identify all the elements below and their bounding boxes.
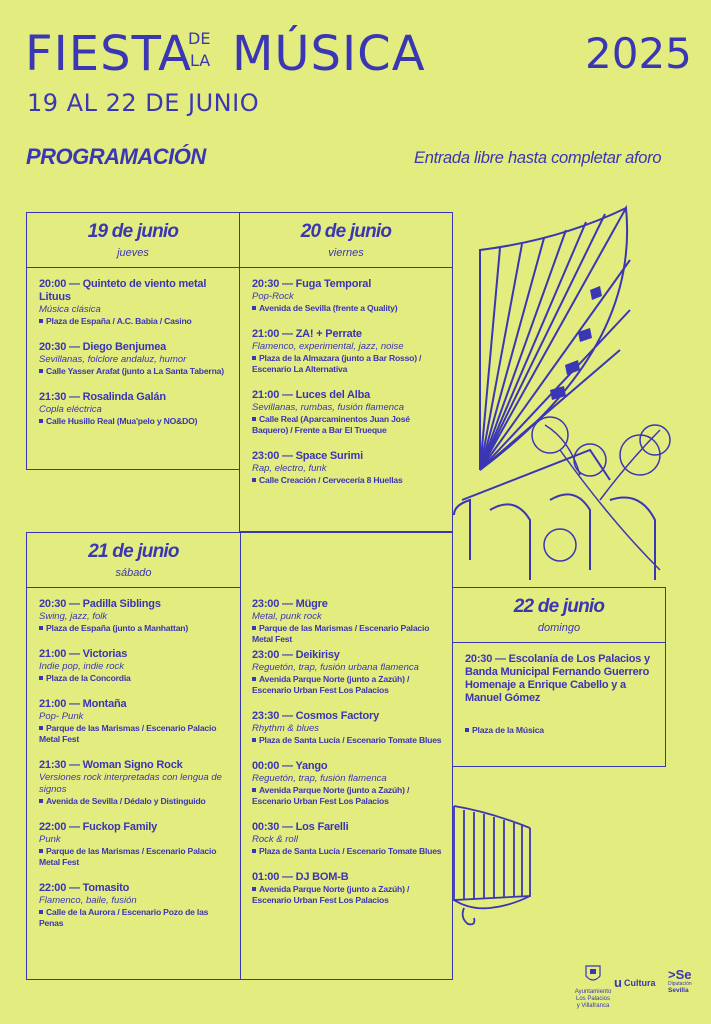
event-venue: Calle Yasser Arafat (junto a La Santa Taberna) xyxy=(39,366,231,377)
day-header xyxy=(240,213,452,268)
day-header xyxy=(453,588,665,643)
day-box-22 xyxy=(452,587,666,767)
bullet-square-icon xyxy=(39,319,43,323)
day-header xyxy=(27,213,239,268)
bullet-square-icon xyxy=(252,738,256,742)
event-item xyxy=(39,882,233,929)
event-venue: Parque de las Marismas / Escenario Palacio Metal Fest xyxy=(39,846,217,867)
event-genre: Pop- Punk xyxy=(39,711,84,722)
events-column-left xyxy=(27,588,241,943)
event-title: 23:00 — Mügre xyxy=(252,598,328,610)
event-venue: Calle Creación / Cervecería 8 Huellas xyxy=(252,475,444,486)
day-box-20 xyxy=(239,212,453,532)
day-box-21 xyxy=(26,532,453,980)
se-logo-icon: >Se xyxy=(668,967,692,982)
event-item xyxy=(252,649,446,696)
event-genre: Versiones rock interpretadas con lengua de signos xyxy=(39,772,222,795)
bullet-square-icon xyxy=(39,910,43,914)
event-genre: Sevillanas, folclore andaluz, humor xyxy=(39,354,187,365)
event-title: 20:30 — Fuga Temporal xyxy=(252,278,372,290)
bullet-square-icon xyxy=(252,788,256,792)
event-title: 23:00 — Space Surimi xyxy=(252,450,363,462)
event-venue: Avenida Parque Norte (junto a Zazúh) / Escenario Urban Fest Los Palacios xyxy=(252,884,410,905)
event-item xyxy=(39,278,231,327)
event-genre: Sevillanas, rumbas, fusión flamenca xyxy=(252,402,405,413)
event-venue: Plaza de España / A.C. Babia / Casino xyxy=(39,316,231,327)
sevilla-logo xyxy=(668,969,696,994)
event-genre: Metal, punk rock xyxy=(252,611,322,622)
bullet-square-icon xyxy=(252,417,256,421)
event-title: 22:00 — Tomasito xyxy=(39,882,130,894)
event-genre: Rhythm & blues xyxy=(252,723,320,734)
bullet-square-icon xyxy=(252,356,256,360)
event-genre: Reguetón, trap, fusión urbana flamenca xyxy=(252,662,419,673)
bullet-square-icon xyxy=(39,369,43,373)
u-logo-icon: u xyxy=(614,975,622,990)
event-genre: Swing, jazz, folk xyxy=(39,611,108,622)
event-genre: Flamenco, experimental, jazz, noise xyxy=(252,341,404,352)
balcony-illustration xyxy=(450,800,535,935)
day-title: 21 de junio xyxy=(88,541,179,562)
event-venue: Avenida Parque Norte (junto a Zazúh) / Escenario Urban Fest Los Palacios xyxy=(252,674,410,695)
event-item xyxy=(465,653,657,736)
event-venue: Avenida Parque Norte (junto a Zazúh) / Escenario Urban Fest Los Palacios xyxy=(252,785,410,806)
day-box-19 xyxy=(26,212,240,470)
bullet-square-icon xyxy=(465,728,469,732)
event-item xyxy=(39,341,231,377)
event-venue: Calle Real (Aparcaminentos Juan José Baquero) / Frente a Bar El Trueque xyxy=(252,414,410,435)
event-genre: Pop-Rock xyxy=(252,291,294,302)
event-venue: Parque de las Marismas / Escenario Palacio Metal Fest xyxy=(39,723,217,744)
bullet-square-icon xyxy=(252,677,256,681)
weekday-label: sábado xyxy=(115,567,152,579)
event-item xyxy=(252,389,444,436)
event-genre: Punk xyxy=(39,834,61,845)
event-title: 20:30 — Padilla Siblings xyxy=(39,598,161,610)
event-title: 23:30 — Cosmos Factory xyxy=(252,710,380,722)
event-title: 21:00 — Luces del Alba xyxy=(252,389,371,401)
event-item xyxy=(39,648,233,684)
event-genre: Indie pop, indie rock xyxy=(39,661,125,672)
programacion-heading: PROGRAMACIÓN xyxy=(26,144,206,169)
coat-of-arms-icon xyxy=(574,964,612,984)
event-venue: Plaza de España (junto a Manhattan) xyxy=(39,623,233,634)
event-item xyxy=(252,278,444,314)
sevilla-top-label: Diputación xyxy=(668,981,692,987)
weekday-label: viernes xyxy=(328,247,364,259)
bullet-square-icon xyxy=(39,626,43,630)
bullet-square-icon xyxy=(252,626,256,630)
bullet-square-icon xyxy=(39,676,43,680)
year: 2025 xyxy=(585,29,692,78)
event-item xyxy=(39,391,231,427)
event-venue: Plaza de la Música xyxy=(465,725,657,736)
event-item xyxy=(252,598,446,645)
bullet-square-icon xyxy=(252,887,256,891)
event-genre: Copla eléctrica xyxy=(39,404,102,415)
piano-fan-illustration xyxy=(440,200,680,600)
event-venue: Plaza de Santa Lucía / Escenario Tomate Blues xyxy=(252,735,446,746)
event-venue: Plaza de la Concordia xyxy=(39,673,233,684)
entry-note: Entrada libre hasta completar aforo xyxy=(414,149,662,167)
event-item xyxy=(252,821,446,857)
event-item xyxy=(39,698,233,745)
bullet-square-icon xyxy=(252,849,256,853)
bullet-square-icon xyxy=(39,419,43,423)
event-title: 21:00 — Victorias xyxy=(39,648,128,660)
cultura-logo xyxy=(614,975,655,990)
event-venue: Avenida de Sevilla / Dédalo y Distinguido xyxy=(39,796,233,807)
title-musica: MÚSICA xyxy=(232,26,426,82)
event-title: 21:30 — Rosalinda Galán xyxy=(39,391,166,403)
event-venue: Calle Husillo Real (Mua'pelo y NO&DO) xyxy=(39,416,231,427)
event-item xyxy=(252,871,446,906)
day-title: 19 de junio xyxy=(87,221,179,242)
event-title: 00:00 — Yango xyxy=(252,760,328,772)
event-genre: Rock & roll xyxy=(252,834,298,845)
event-item xyxy=(252,328,444,375)
event-genre: Flamenco, baile, fusión xyxy=(39,895,137,906)
festival-dates: 19 AL 22 DE JUNIO xyxy=(27,89,260,117)
title-fiesta: FIESTA xyxy=(25,26,192,82)
ayuntamiento-logo xyxy=(574,964,612,1010)
ayuntamiento-label: Ayuntamiento Los Palacios y Villafranca xyxy=(574,989,612,1009)
event-title: 01:00 — DJ BOM-B xyxy=(252,871,349,883)
event-item xyxy=(252,710,446,746)
events-column-right xyxy=(240,588,454,920)
bullet-square-icon xyxy=(39,849,43,853)
event-title: 21:00 — Montaña xyxy=(39,698,127,710)
event-title: 20:00 — Quinteto de viento metal Lituus xyxy=(39,278,207,303)
event-title: 22:00 — Fuckop Family xyxy=(39,821,158,833)
day-header xyxy=(27,533,241,588)
event-item xyxy=(39,598,233,634)
event-venue: Parque de las Marismas / Escenario Palacio Metal Fest xyxy=(252,623,430,644)
event-genre: Reguetón, trap, fusión flamenca xyxy=(252,773,387,784)
event-item xyxy=(39,759,233,807)
bullet-square-icon xyxy=(39,799,43,803)
event-genre: Rap, electro, funk xyxy=(252,463,327,474)
event-venue: Plaza de la Almazara (junto a Bar Rosso) / Escenario La Alternativa xyxy=(252,353,422,374)
bullet-square-icon xyxy=(252,478,256,482)
title-de: DE xyxy=(188,29,211,48)
event-title: 21:30 — Woman Signo Rock xyxy=(39,759,183,771)
event-venue: Avenida de Sevilla (frente a Quality) xyxy=(252,303,444,314)
day-title: 22 de junio xyxy=(513,596,605,617)
event-genre: Música clásica xyxy=(39,304,101,315)
bullet-square-icon xyxy=(252,306,256,310)
cultura-label: Cultura xyxy=(623,977,656,988)
event-item xyxy=(252,760,446,807)
bullet-square-icon xyxy=(39,726,43,730)
event-title: 20:30 — Diego Benjumea xyxy=(39,341,167,353)
weekday-label: domingo xyxy=(537,622,581,634)
event-venue: Plaza de Santa Lucía / Escenario Tomate Blues xyxy=(252,846,446,857)
event-title: 23:00 — Deikirisy xyxy=(252,649,340,661)
event-title: 00:30 — Los Farelli xyxy=(252,821,349,833)
event-item xyxy=(39,821,233,868)
day-title: 20 de junio xyxy=(300,221,392,242)
weekday-label: jueves xyxy=(117,247,149,259)
sevilla-label: Sevilla xyxy=(668,987,689,994)
event-title: 21:00 — ZA! + Perrate xyxy=(252,328,362,340)
event-venue: Calle de la Aurora / Escenario Pozo de las Penas xyxy=(39,907,209,928)
title-la: LA xyxy=(190,51,211,70)
event-title: 20:30 — Escolanía de Los Palacios y Banda Municipal Fernando Guerrero Homenaje a Enrique Cabello y a Manuel Gómez xyxy=(465,653,650,704)
event-item xyxy=(252,450,444,486)
